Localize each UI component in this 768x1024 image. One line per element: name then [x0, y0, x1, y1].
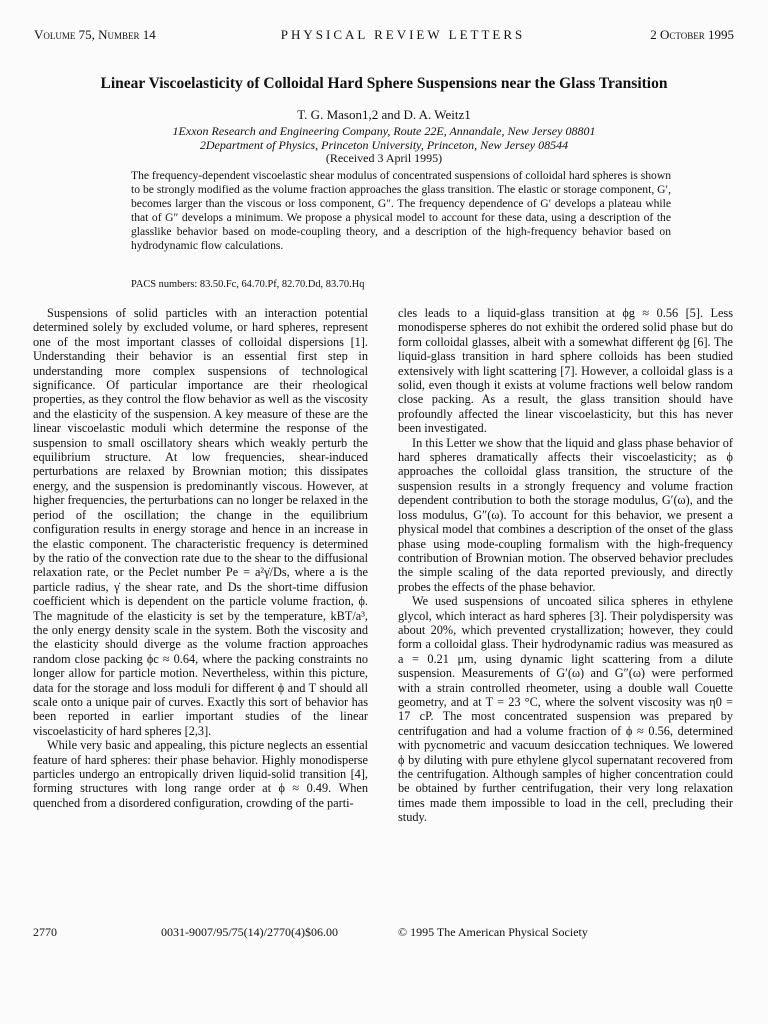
received-date: (Received 3 April 1995)	[325, 151, 443, 165]
pacs-numbers: PACS numbers: 83.50.Fc, 64.70.Pf, 82.70.Dd, 83.70.Hq	[131, 279, 365, 290]
affiliation-2: 2Department of Physics, Princeton University, Princeton, New Jersey 08544	[199, 138, 569, 152]
copyright-notice: © 1995 The American Physical Society	[398, 925, 588, 939]
volume-number: Volume 75, Number 14	[34, 27, 156, 42]
affiliation-1: 1Exxon Research and Engineering Company, Route 22E, Annandale, New Jersey 08801	[172, 124, 596, 138]
running-head	[34, 27, 734, 45]
journal-name: PHYSICAL REVIEW LETTERS	[280, 27, 526, 42]
left-column	[33, 306, 368, 810]
paragraph: cles leads to a liquid-glass transition at ϕg ≈ 0.56 [5]. Less monodisperse spheres do not exhibit the ordered solid phase but do form colloidal glasses, albeit with a somewhat different ϕg [6]. The liquid-glass transition in hard sphere colloids has been studied extensively with light scattering [7]. However, a colloidal glass is a solid, even though it exists at volume fractions well below random close packing. As a result, the glass transition should have profoundly affected the linear viscoelasticity, but this has never been investigated.	[398, 306, 733, 436]
paragraph: While very basic and appealing, this picture neglects an essential feature of hard spheres: their phase behavior. Highly monodisperse particles undergo an entropically driven liquid-solid transition [4], forming structures with long range order at ϕ ≈ 0.49. When quenched from a disordered configuration, crowding of the parti-	[33, 738, 368, 810]
article-title: Linear Viscoelasticity of Colloidal Hard Sphere Suspensions near the Glass Transition	[100, 75, 668, 92]
issue-date: 2 October 1995	[650, 27, 734, 42]
paragraph: In this Letter we show that the liquid and glass phase behavior of hard spheres dramatically affects their viscoelasticity; as ϕ approaches the colloidal glass transition, the structure of the suspension results in a strongly frequency and volume fraction dependent contribution to both the storage modulus, G′(ω), and the loss modulus, G″(ω). To account for this behavior, we present a physical model that combines a description of the onset of the glass phase using mode-coupling formalism with the high-frequency contribution of Brownian motion. The observed behavior precludes the simple scaling of the data reported previously, and directly probes the effects of the phase behavior.	[398, 435, 733, 594]
article-code: 0031-9007/95/75(14)/2770(4)$06.00	[161, 925, 338, 939]
paragraph: Suspensions of solid particles with an interaction potential determined solely by excluded volume, or hard spheres, represent one of the most important classes of colloidal dispersions [1]. Understanding their behavior is an essential first step in understanding more complex suspensions of technological significance. Of particular importance are their rheological properties, as they control the flow behavior as well as the viscosity and the elasticity of the suspension. A key measure of these are the linear viscoelastic moduli which determine the response of the suspension to small oscillatory shears which weakly perturb the equilibrium structure. At low frequencies, shear-induced perturbations are relaxed by Brownian motion; this dissipates energy, and the suspension is predominantly viscous. However, at higher frequencies, the perturbations can no longer be relaxed in the period of the oscillation; the change in the equilibrium configuration results in energy storage and hence in an increase in the elastic component. The characteristic frequency is determined by the ratio of the convection rate due to the shear to the diffusional relaxation rate, or the Peclet number Pe = a²γ̇/Ds, where a is the particle radius, γ̇ the shear rate, and Ds the short-time diffusion coefficient which is dependent on the particle volume fraction, ϕ. The magnitude of the elasticity is set by the temperature, kBT/a³, the only energy density scale in the system. Both the viscosity and the elasticity should diverge as the volume fraction approaches random close packing ϕc ≈ 0.64, where the packing constraints no longer allow for particle motion. Nevertheless, within this picture, data for the storage and loss moduli for different ϕ and T should all scale onto a unique pair of curves. Exactly this sort of behavior has been reported in earlier important studies of the linear viscoelasticity of hard spheres [2,3].	[33, 306, 368, 738]
abstract: The frequency-dependent viscoelastic shear modulus of concentrated suspensions of colloidal hard spheres is shown to be strongly modified as the volume fraction approaches the glass transition. The elastic or storage component, G′, becomes larger than the viscous or loss component, G″. The frequency dependence of G′ develops a plateau while that of G″ develops a minimum. We propose a physical model to account for these data, using a description of the glasslike behavior based on mode-coupling theory, and a description of the high-frequency behavior based on hydrodynamic flow calculations.	[131, 169, 671, 253]
page-number: 2770	[33, 925, 57, 939]
author-list: T. G. Mason1,2 and D. A. Weitz1	[297, 107, 471, 122]
page-footer	[33, 925, 743, 941]
paragraph: We used suspensions of uncoated silica spheres in ethylene glycol, which interact as hard spheres [3]. Their polydispersity was about 20%, which prevented crystallization; however, they could form a colloidal glass. Their hydrodynamic radius was measured as a = 0.21 μm, using dynamic light scattering from a dilute suspension. Measurements of G′(ω) and G″(ω) were performed with a strain controlled rheometer, using a double wall Couette geometry, and at T = 23 °C, where the solvent viscosity was η0 = 17 cP. The most concentrated suspension was prepared by centrifugation and had a volume fraction of ϕ ≈ 0.56, determined with pycnometric and vacuum desiccation techniques. We lowered ϕ by diluting with pure ethylene glycol supernatant recovered from the centrifugation. Although samples of higher concentration could be obtained by further centrifugation, their very long relaxation times made them impossible to load in the cell, precluding their study.	[398, 594, 733, 825]
right-column	[398, 306, 733, 825]
